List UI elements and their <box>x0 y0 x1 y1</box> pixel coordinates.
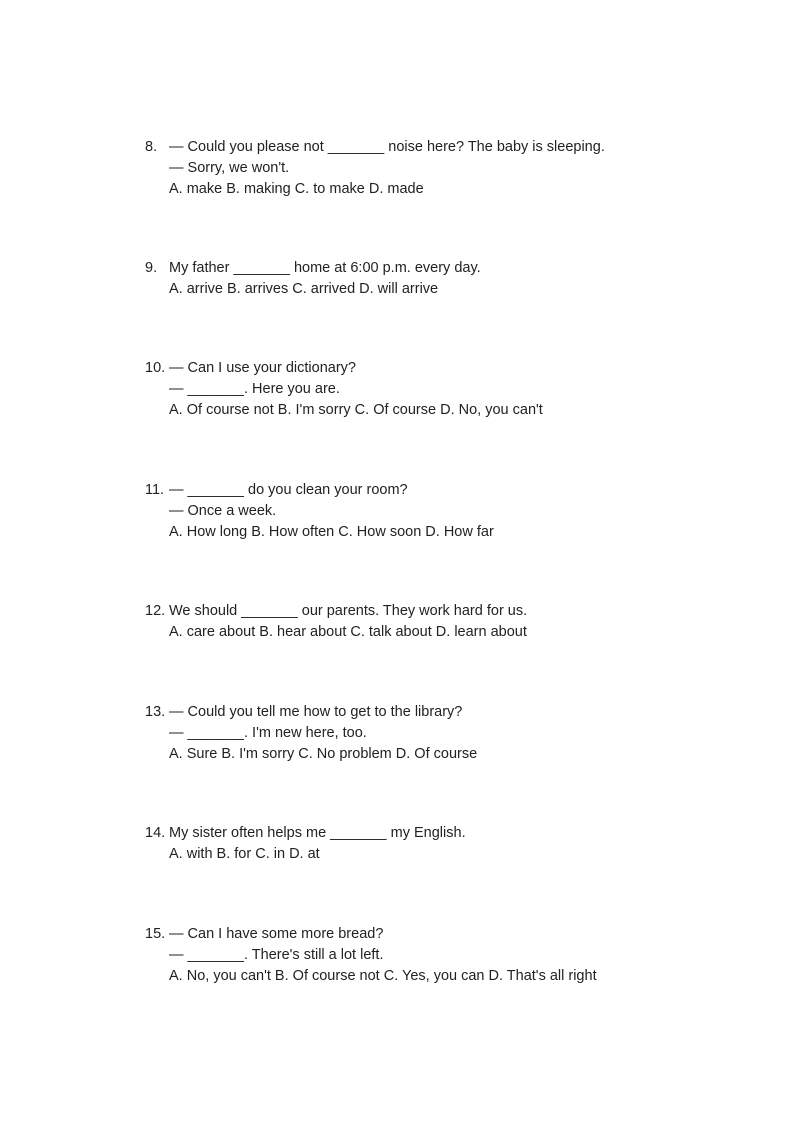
question-number: 11. <box>145 482 165 498</box>
question-number: 15. <box>145 926 166 942</box>
question-line <box>145 158 765 179</box>
question-line <box>145 945 765 966</box>
question-number: 14. <box>145 825 166 841</box>
response-text: — Once a week. <box>169 503 277 519</box>
question-line <box>145 480 765 501</box>
response-text: — Sorry, we won't. <box>169 160 290 176</box>
question-number: 9. <box>145 260 158 276</box>
question-text: — Could you tell me how to get to the library? <box>169 704 463 720</box>
answer-options: A. with B. for C. in D. at <box>169 846 320 862</box>
answer-options: A. make B. making C. to make D. made <box>169 181 424 197</box>
question-11 <box>145 480 765 543</box>
question-line <box>145 179 765 200</box>
question-text: — Could you please not _______ noise here? The baby is sleeping. <box>169 139 605 155</box>
question-line <box>145 379 765 400</box>
question-9 <box>145 258 765 300</box>
question-line <box>145 924 765 945</box>
question-line <box>145 358 765 379</box>
question-line <box>145 723 765 744</box>
question-text: My sister often helps me _______ my English. <box>169 825 466 841</box>
question-10 <box>145 358 765 421</box>
response-text: — _______. I'm new here, too. <box>169 725 367 741</box>
answer-options: A. arrive B. arrives C. arrived D. will arrive <box>169 281 439 297</box>
question-14 <box>145 823 765 865</box>
answer-options: A. How long B. How often C. How soon D. How far <box>169 524 494 540</box>
question-line <box>145 601 765 622</box>
question-number: 10. <box>145 360 166 376</box>
question-number: 8. <box>145 139 158 155</box>
question-number: 13. <box>145 704 166 720</box>
question-line <box>145 823 765 844</box>
answer-options: A. Sure B. I'm sorry C. No problem D. Of course <box>169 746 478 762</box>
question-15 <box>145 924 765 987</box>
question-line <box>145 522 765 543</box>
question-line <box>145 501 765 522</box>
question-line <box>145 744 765 765</box>
question-text: — Can I use your dictionary? <box>169 360 356 376</box>
question-line <box>145 279 765 300</box>
question-13 <box>145 702 765 765</box>
answer-options: A. Of course not B. I'm sorry C. Of course D. No, you can't <box>169 402 543 418</box>
question-8 <box>145 137 765 200</box>
question-text: — _______ do you clean your room? <box>169 482 408 498</box>
question-line <box>145 137 765 158</box>
question-line <box>145 966 765 987</box>
question-line <box>145 844 765 865</box>
question-number: 12. <box>145 603 166 619</box>
question-text: We should _______ our parents. They work hard for us. <box>169 603 528 619</box>
answer-options: A. care about B. hear about C. talk about D. learn about <box>169 624 527 640</box>
question-text: — Can I have some more bread? <box>169 926 384 942</box>
question-text: My father _______ home at 6:00 p.m. every day. <box>169 260 481 276</box>
question-line <box>145 702 765 723</box>
question-line <box>145 400 765 421</box>
response-text: — _______. Here you are. <box>169 381 340 397</box>
answer-options: A. No, you can't B. Of course not C. Yes, you can D. That's all right <box>169 968 597 984</box>
question-line <box>145 258 765 279</box>
question-line <box>145 622 765 643</box>
response-text: — _______. There's still a lot left. <box>169 947 384 963</box>
question-12 <box>145 601 765 643</box>
